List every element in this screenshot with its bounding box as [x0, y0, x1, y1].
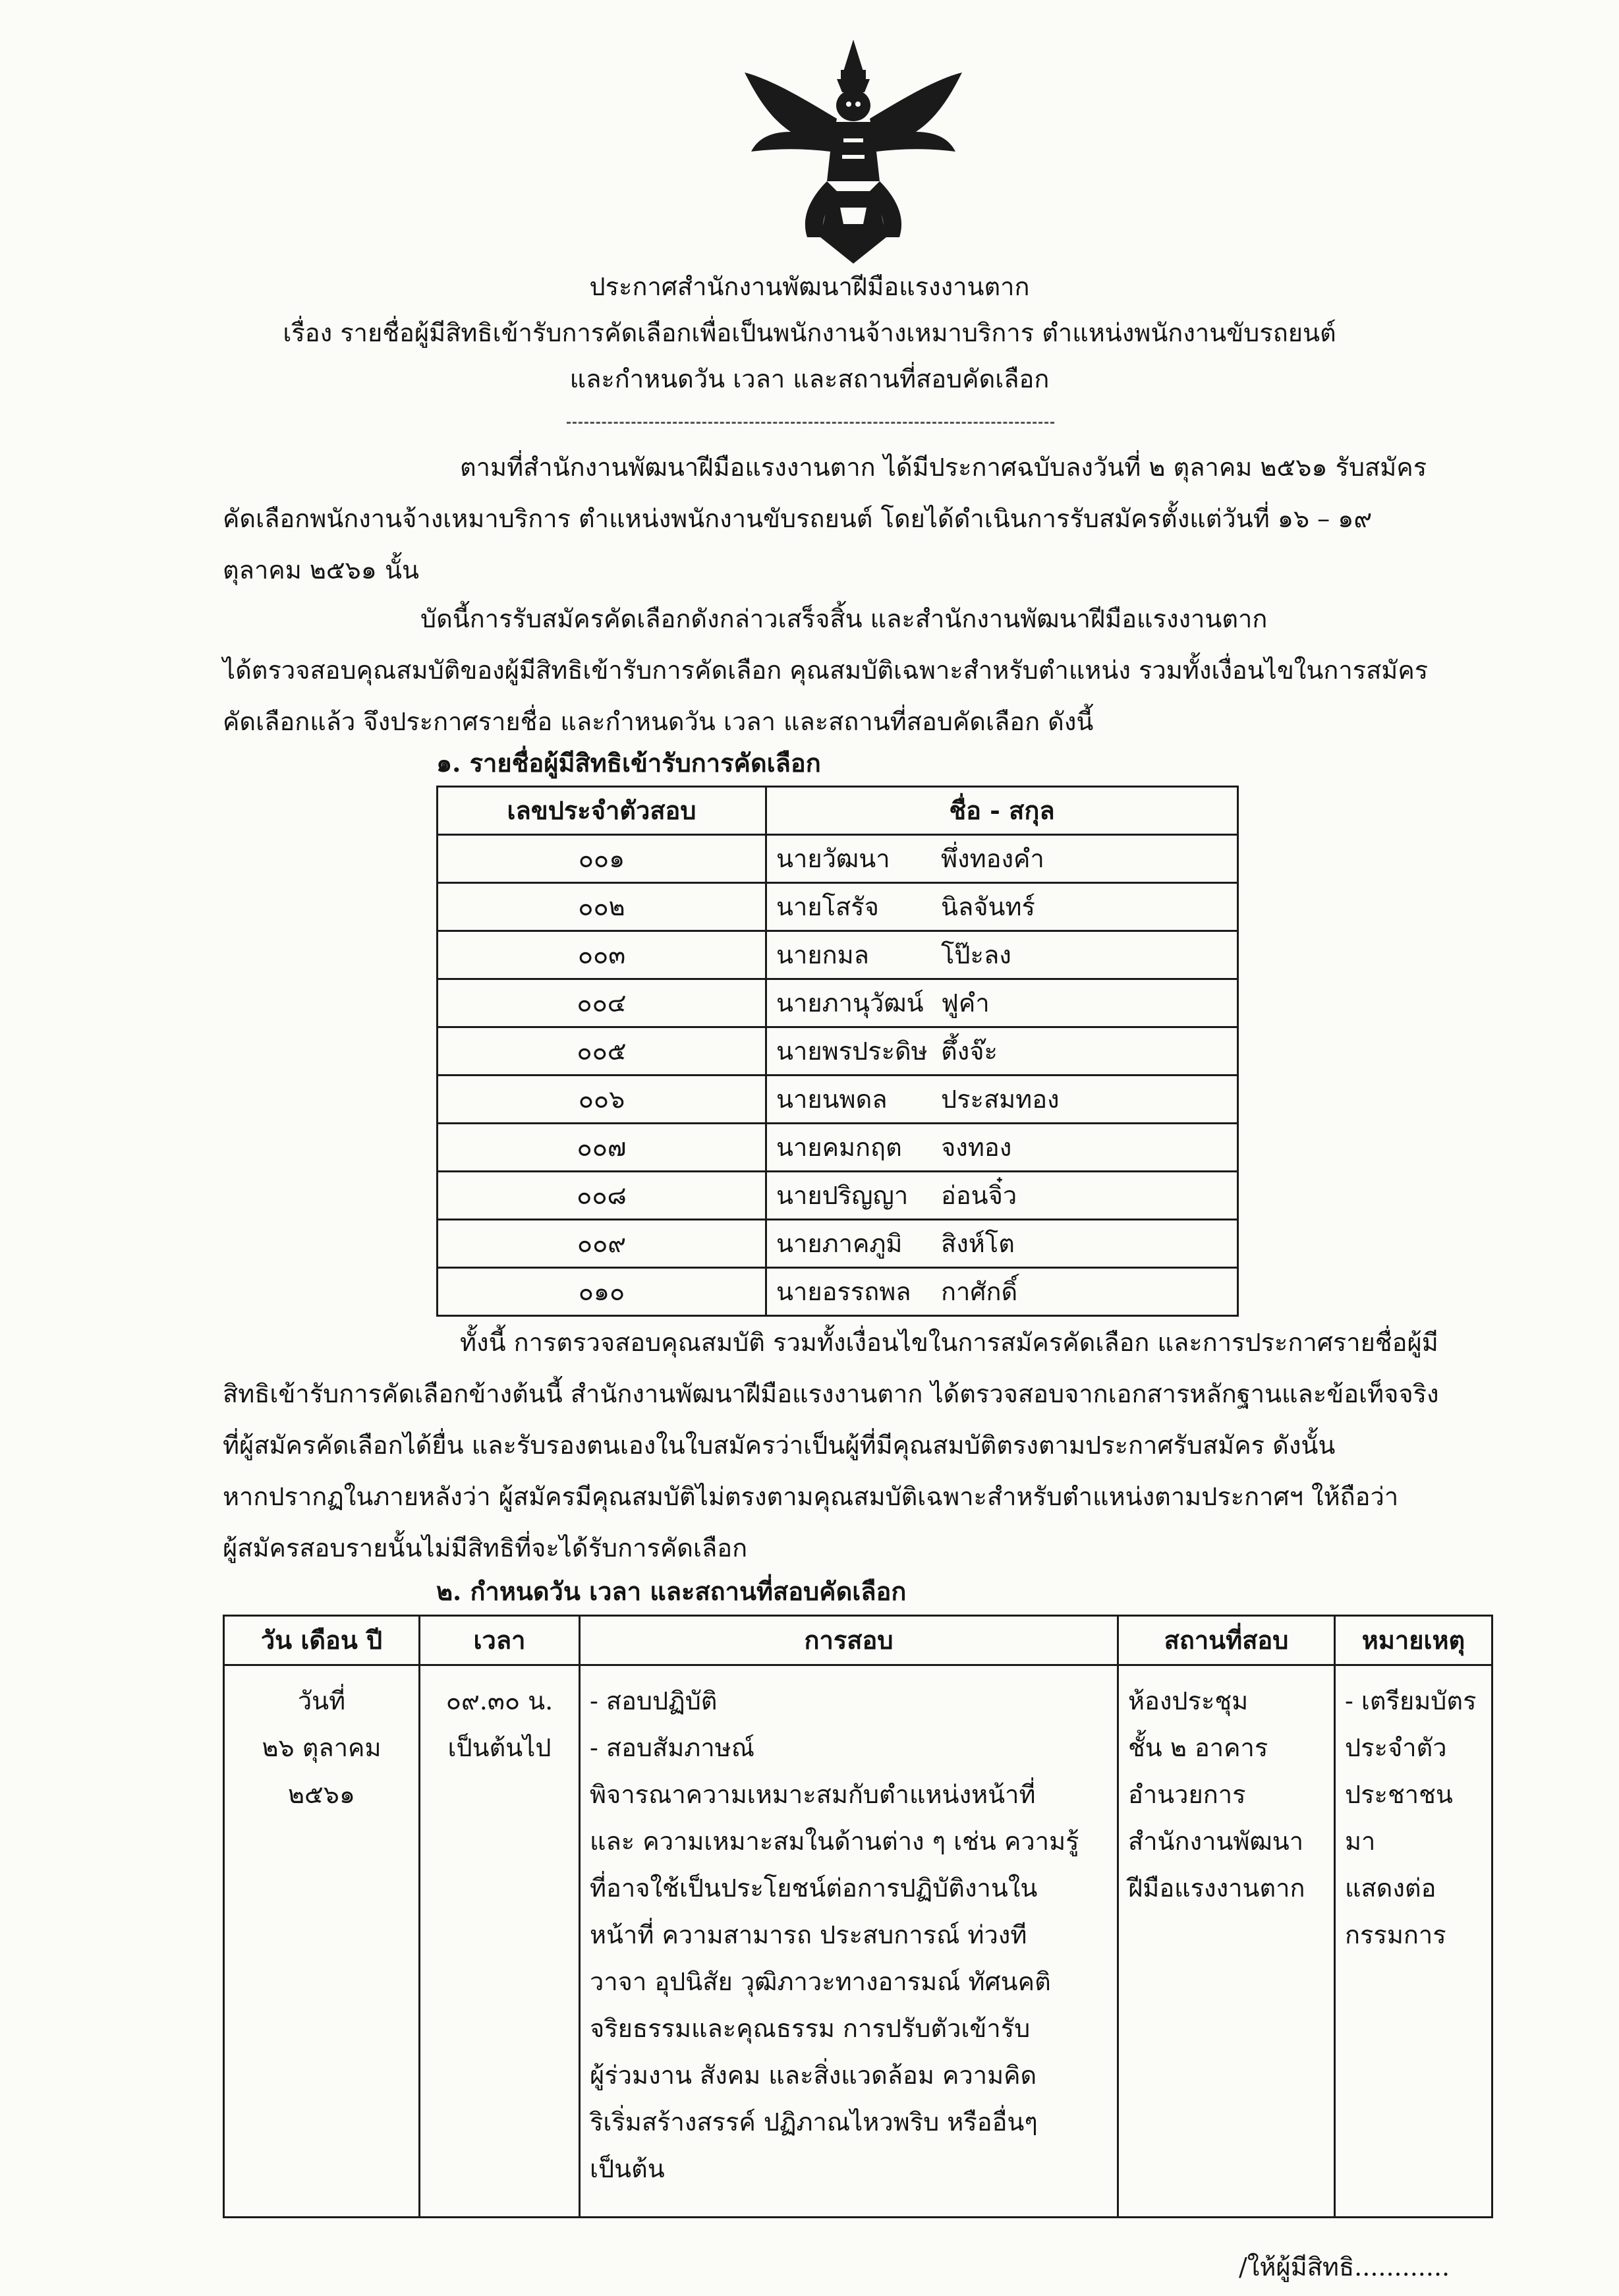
exam-line: พิจารณาความเหมาะสมกับตำแหน่งหน้าที่ [590, 1780, 1036, 1809]
exam-line: ที่อาจใช้เป็นประโยชน์ต่อการปฏิบัติงานใน [590, 1874, 1038, 1903]
last-name: สิงห์โต [941, 1228, 1015, 1258]
table-row [438, 1220, 1238, 1268]
first-name: นายอรรถพล [776, 1277, 911, 1306]
name-cell [766, 883, 1238, 931]
first-name: นายโสรัจ [776, 892, 879, 921]
date-line: ๒๕๖๑ [287, 1780, 356, 1809]
paragraph-line: คัดเลือกพนักงานจ้างเหมาบริการ ตำแหน่งพนักงานขับรถยนต์ โดยได้ดำเนินการรับสมัครตั้งแต่วันที่ ๑๖ – ๑๙ [223, 504, 1373, 533]
exam-line: ริเริ่มสร้างสรรค์ ปฏิภาณไหวพริบ หรืออื่นๆ [590, 2108, 1038, 2137]
paragraph-line: ตามที่สำนักงานพัฒนาฝีมือแรงงานตาก ได้มีประกาศฉบับลงวันที่ ๒ ตุลาคม ๒๕๖๑ รับสมัคร [460, 453, 1427, 482]
exam-id-cell: ๐๐๗ [438, 1124, 766, 1172]
table-row [224, 1665, 1492, 2218]
continuation-note: /ให้ผู้มีสิทธิ............ [1239, 2253, 1450, 2282]
table-row [438, 883, 1238, 931]
name-cell [766, 1172, 1238, 1220]
table-header-row [438, 787, 1238, 835]
paragraph-line: บัดนี้การรับสมัครคัดเลือกดังกล่าวเสร็จสิ้น และสำนักงานพัฒนาฝีมือแรงงานตาก [420, 604, 1268, 633]
name-cell [766, 979, 1238, 1027]
exam-id-cell: ๐๐๒ [438, 883, 766, 931]
paragraph-intro [223, 442, 1493, 596]
exam-line: หน้าที่ ความสามารถ ประสบการณ์ ท่วงที [590, 1920, 1027, 1949]
header-divider [567, 422, 1054, 424]
time-line: เป็นต้นไป [447, 1733, 552, 1762]
column-header-full-name: ชื่อ - สกุล [766, 787, 1238, 835]
date-line: วันที่ [297, 1686, 346, 1715]
exam-line: จริยธรรมและคุณธรรม การปรับตัวเข้ารับ [590, 2014, 1031, 2043]
paragraph-line: หากปรากฏในภายหลังว่า ผู้สมัครมีคุณสมบัติไม่ตรงตามคุณสมบัติเฉพาะสำหรับตำแหน่งตามประกาศฯ ให้ถือว่า [223, 1482, 1399, 1511]
table-row [438, 1076, 1238, 1124]
paragraph-line: ผู้สมัครสอบรายนั้นไม่มีสิทธิที่จะได้รับการคัดเลือก [223, 1534, 748, 1563]
last-name: นิลจันทร์ [941, 892, 1035, 921]
column-header-exam: การสอบ [580, 1616, 1118, 1665]
paragraph-line: คัดเลือกแล้ว จึงประกาศรายชื่อ และกำหนดวัน เวลา และสถานที่สอบคัดเลือก ดังนี้ [223, 707, 1094, 736]
exam-id-cell: ๐๐๓ [438, 931, 766, 979]
exam-line: วาจา อุปนิสัย วุฒิภาวะทางอารมณ์ ทัศนคติ [590, 1967, 1051, 1996]
time-cell [420, 1665, 580, 2218]
announcement-subject-continued: และกำหนดวัน เวลา และสถานที่สอบคัดเลือก [569, 364, 1050, 393]
column-header-place: สถานที่สอบ [1118, 1616, 1335, 1665]
last-name: ฟูคำ [941, 988, 990, 1018]
paragraph-line: สิทธิเข้ารับการคัดเลือกข้างต้นนี้ สำนักงานพัฒนาฝีมือแรงงานตาก ได้ตรวจสอบจากเอกสารหลักฐานและข้อเท็จจริง [223, 1379, 1439, 1408]
table-row [438, 931, 1238, 979]
exam-line: - สอบปฏิบัติ [590, 1686, 718, 1715]
exam-line: ผู้ร่วมงาน สังคม และสิ่งแวดล้อม ความคิด [590, 2061, 1037, 2090]
first-name: นายภาคภูมิ [776, 1228, 903, 1258]
exam-id-cell: ๐๐๕ [438, 1027, 766, 1076]
note-line: ประชาชนมา [1345, 1780, 1453, 1856]
first-name: นายปริญญา [776, 1180, 909, 1210]
last-name: ตึ้งจ๊ะ [941, 1036, 998, 1066]
first-name: นายคมกฤต [776, 1132, 902, 1162]
name-cell [766, 931, 1238, 979]
exam-id-cell: ๐๐๖ [438, 1076, 766, 1124]
paragraph-line: ได้ตรวจสอบคุณสมบัติของผู้มีสิทธิเข้ารับการคัดเลือก คุณสมบัติเฉพาะสำหรับตำแหน่ง รวมทั้งเงื่อนไขในการสมัคร [223, 656, 1429, 685]
note-line: แสดงต่อ [1345, 1874, 1436, 1903]
announcement-subject: เรื่อง รายชื่อผู้มีสิทธิเข้ารับการคัดเลือกเพื่อเป็นพนักงานจ้างเหมาบริการ ตำแหน่งพนักงานขับรถยนต์ [283, 318, 1336, 347]
exam-id-cell: ๐๐๙ [438, 1220, 766, 1268]
first-name: นายกมล [776, 940, 869, 969]
exam-id-cell: ๐๐๘ [438, 1172, 766, 1220]
exam-line: เป็นต้น [590, 2154, 665, 2183]
time-line: ๐๙.๓๐ น. [445, 1686, 554, 1715]
name-cell [766, 1268, 1238, 1316]
name-cell [766, 835, 1238, 883]
table-row [438, 1027, 1238, 1076]
exam-line: - สอบสัมภาษณ์ [590, 1733, 754, 1762]
first-name: นายวัฒนา [776, 844, 890, 873]
garuda-emblem-icon [745, 40, 962, 264]
section-1-heading: ๑. รายชื่อผู้มีสิทธิเข้ารับการคัดเลือก [436, 748, 821, 778]
name-cell [766, 1027, 1238, 1076]
last-name: โป๊ะลง [941, 940, 1011, 969]
place-line: ฝีมือแรงงานตาก [1128, 1874, 1305, 1903]
column-header-note: หมายเหตุ [1335, 1616, 1492, 1665]
note-line: - เตรียมบัตร [1345, 1686, 1477, 1715]
last-name: อ่อนจิ๋ว [941, 1180, 1017, 1210]
place-line: ชั้น ๒ อาคาร [1128, 1733, 1268, 1762]
place-line: อำนวยการ [1128, 1780, 1246, 1809]
place-cell [1118, 1665, 1335, 2218]
exam-id-cell: ๐๐๔ [438, 979, 766, 1027]
table-row [438, 1172, 1238, 1220]
name-cell [766, 1076, 1238, 1124]
announcement-title: ประกาศสำนักงานพัฒนาฝีมือแรงงานตาก [589, 272, 1030, 301]
table-header-row [224, 1616, 1492, 1665]
table-row [438, 1124, 1238, 1172]
paragraph-verification [223, 1317, 1493, 1574]
paragraph-line: ที่ผู้สมัครคัดเลือกได้ยื่น และรับรองตนเองในใบสมัครว่าเป็นผู้ที่มีคุณสมบัติตรงตามประกาศรับสมัคร ดังนั้น [223, 1431, 1336, 1460]
candidate-table [436, 786, 1239, 1317]
first-name: นายภานุวัฒน์ [776, 988, 924, 1018]
last-name: จงทอง [941, 1132, 1012, 1162]
table-row [438, 979, 1238, 1027]
note-line: กรรมการ [1345, 1920, 1446, 1949]
table-row [438, 1268, 1238, 1316]
name-cell [766, 1124, 1238, 1172]
note-line: ประจำตัว [1345, 1733, 1447, 1762]
table-row [438, 835, 1238, 883]
date-line: ๒๖ ตุลาคม [262, 1733, 382, 1762]
exam-line: และ ความเหมาะสมในด้านต่าง ๆ เช่น ความรู้ [590, 1827, 1079, 1856]
exam-schedule-table [223, 1615, 1493, 2218]
column-header-date: วัน เดือน ปี [224, 1616, 420, 1665]
date-cell [224, 1665, 420, 2218]
exam-id-cell: ๐๑๐ [438, 1268, 766, 1316]
paragraph-line: ตุลาคม ๒๕๖๑ นั้น [223, 556, 419, 585]
name-cell [766, 1220, 1238, 1268]
column-header-time: เวลา [420, 1616, 580, 1665]
section-2-heading: ๒. กำหนดวัน เวลา และสถานที่สอบคัดเลือก [436, 1576, 907, 1606]
note-cell [1335, 1665, 1492, 2218]
paragraph-qualification [223, 593, 1493, 747]
first-name: นายนพดล [776, 1084, 888, 1114]
paragraph-line: ทั้งนี้ การตรวจสอบคุณสมบัติ รวมทั้งเงื่อนไขในการสมัครคัดเลือก และการประกาศรายชื่อผู้มี [460, 1328, 1438, 1357]
last-name: ประสมทอง [941, 1084, 1060, 1114]
place-line: สำนักงานพัฒนา [1128, 1827, 1304, 1856]
exam-cell [580, 1665, 1118, 2218]
exam-id-cell: ๐๐๑ [438, 835, 766, 883]
column-header-exam-id: เลขประจำตัวสอบ [438, 787, 766, 835]
first-name: นายพรประดิษ [776, 1036, 928, 1066]
place-line: ห้องประชุม [1128, 1686, 1249, 1715]
last-name: กาศักดิ์ [941, 1277, 1018, 1306]
last-name: พึ่งทองคำ [941, 844, 1044, 873]
